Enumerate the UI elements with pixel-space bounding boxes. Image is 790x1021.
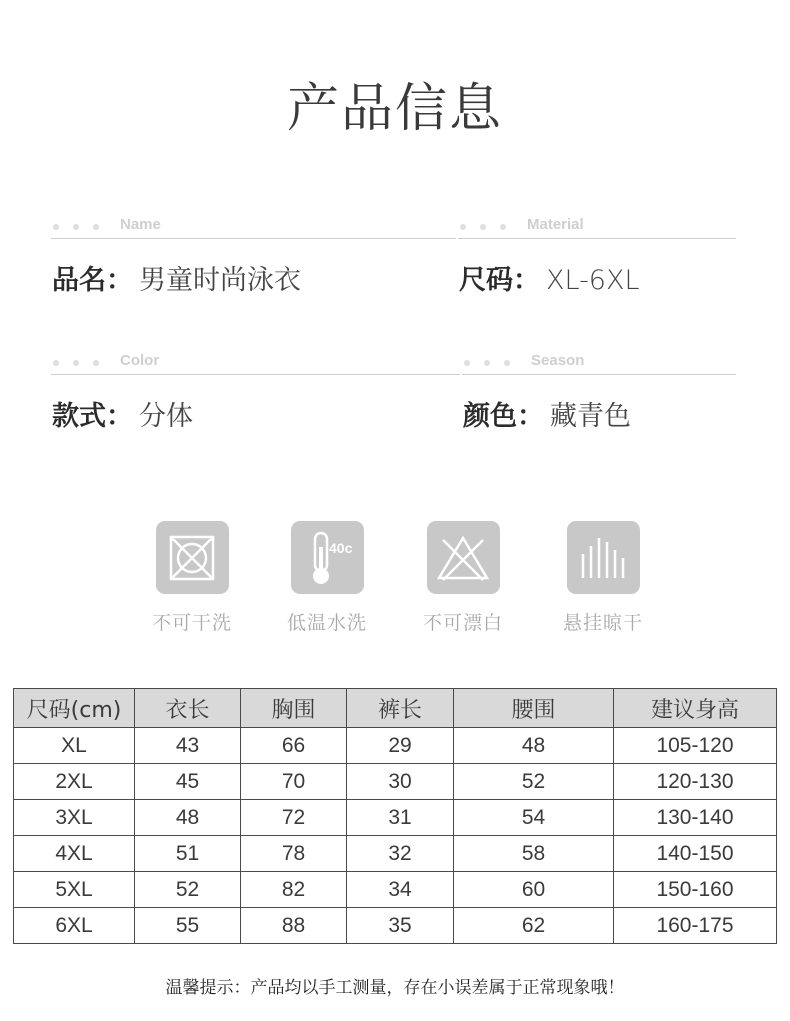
- table-cell: XL: [14, 728, 135, 764]
- table-cell: 58: [454, 836, 614, 872]
- table-cell: 120-130: [614, 764, 777, 800]
- dots-decoration: [53, 224, 99, 230]
- table-cell: 45: [135, 764, 241, 800]
- table-cell: 34: [347, 872, 454, 908]
- table-cell: 78: [241, 836, 347, 872]
- header-waist: 腰围: [454, 689, 614, 728]
- table-header-row: [14, 689, 777, 728]
- table-cell: 66: [241, 728, 347, 764]
- no-bleach-icon: [427, 521, 500, 594]
- care-item-hang-dry: [538, 521, 668, 635]
- table-row: [14, 908, 777, 944]
- table-cell: 3XL: [14, 800, 135, 836]
- table-cell: 32: [347, 836, 454, 872]
- table-cell: 160-175: [614, 908, 777, 944]
- header-height: 建议身高: [614, 689, 777, 728]
- care-label: 悬挂晾干: [562, 612, 643, 634]
- care-label: 不可干洗: [151, 612, 232, 634]
- table-cell: 51: [135, 836, 241, 872]
- dots-decoration: [460, 224, 506, 230]
- footer-note: 温馨提示：产品均以手工测量，存在小误差属于正常现象哦！: [165, 978, 625, 998]
- table-cell: 6XL: [14, 908, 135, 944]
- info-en-label: Season: [531, 352, 585, 369]
- care-label: 低温水洗: [286, 612, 367, 634]
- info-color-block: [51, 351, 460, 432]
- info-header: [51, 351, 460, 375]
- dots-decoration: [464, 360, 510, 366]
- table-cell: 52: [135, 872, 241, 908]
- table-row: [14, 836, 777, 872]
- info-en-label: Name: [120, 216, 161, 233]
- info-row: [52, 394, 193, 433]
- info-label: 品名：: [52, 265, 133, 296]
- table-cell: 55: [135, 908, 241, 944]
- table-cell: 30: [347, 764, 454, 800]
- info-value: XL-6XL: [546, 265, 640, 296]
- table-cell: 29: [347, 728, 454, 764]
- table-cell: 150-160: [614, 872, 777, 908]
- no-dry-clean-icon: [156, 521, 229, 594]
- table-cell: 31: [347, 800, 454, 836]
- table-cell: 5XL: [14, 872, 135, 908]
- info-value: 分体: [139, 401, 193, 432]
- table-cell: 2XL: [14, 764, 135, 800]
- info-header: [462, 351, 736, 375]
- table-cell: 140-150: [614, 836, 777, 872]
- info-row: [463, 394, 631, 433]
- info-row: [52, 258, 301, 297]
- care-label: 不可漂白: [422, 612, 503, 634]
- care-item-no-bleach: [398, 521, 528, 635]
- size-table: [13, 688, 777, 944]
- header-top-length: 衣长: [135, 689, 241, 728]
- table-cell: 105-120: [614, 728, 777, 764]
- page-title: 产品信息: [286, 79, 503, 139]
- info-material-block: [458, 215, 736, 296]
- table-row: [14, 800, 777, 836]
- header-pants-length: 裤长: [347, 689, 454, 728]
- info-label: 款式：: [52, 401, 133, 432]
- info-value: 男童时尚泳衣: [139, 265, 301, 296]
- table-cell: 52: [454, 764, 614, 800]
- table-cell: 60: [454, 872, 614, 908]
- info-season-block: [462, 351, 736, 432]
- table-cell: 35: [347, 908, 454, 944]
- care-item-no-dry-clean: [127, 521, 257, 635]
- table-cell: 72: [241, 800, 347, 836]
- table-cell: 70: [241, 764, 347, 800]
- table-row: [14, 764, 777, 800]
- table-row: [14, 872, 777, 908]
- table-cell: 62: [454, 908, 614, 944]
- wash-40c-icon: [291, 521, 364, 594]
- info-name-block: [51, 215, 456, 296]
- header-size: 尺码(cm): [14, 689, 135, 728]
- table-cell: 82: [241, 872, 347, 908]
- table-cell: 130-140: [614, 800, 777, 836]
- info-label: 颜色：: [463, 401, 544, 432]
- info-header: [458, 215, 736, 239]
- info-row: [459, 258, 640, 297]
- table-cell: 4XL: [14, 836, 135, 872]
- care-item-low-temp-wash: [262, 521, 392, 635]
- dots-decoration: [53, 360, 99, 366]
- hang-dry-icon: [567, 521, 640, 594]
- info-en-label: Color: [120, 352, 160, 369]
- table-cell: 88: [241, 908, 347, 944]
- table-cell: 54: [454, 800, 614, 836]
- header-chest: 胸围: [241, 689, 347, 728]
- info-header: [51, 215, 456, 239]
- table-cell: 48: [454, 728, 614, 764]
- info-en-label: Material: [527, 216, 584, 233]
- wash-temp-text: 40c: [329, 539, 353, 556]
- table-row: [14, 728, 777, 764]
- info-label: 尺码：: [459, 265, 540, 296]
- table-cell: 48: [135, 800, 241, 836]
- info-value: 藏青色: [550, 401, 631, 432]
- table-cell: 43: [135, 728, 241, 764]
